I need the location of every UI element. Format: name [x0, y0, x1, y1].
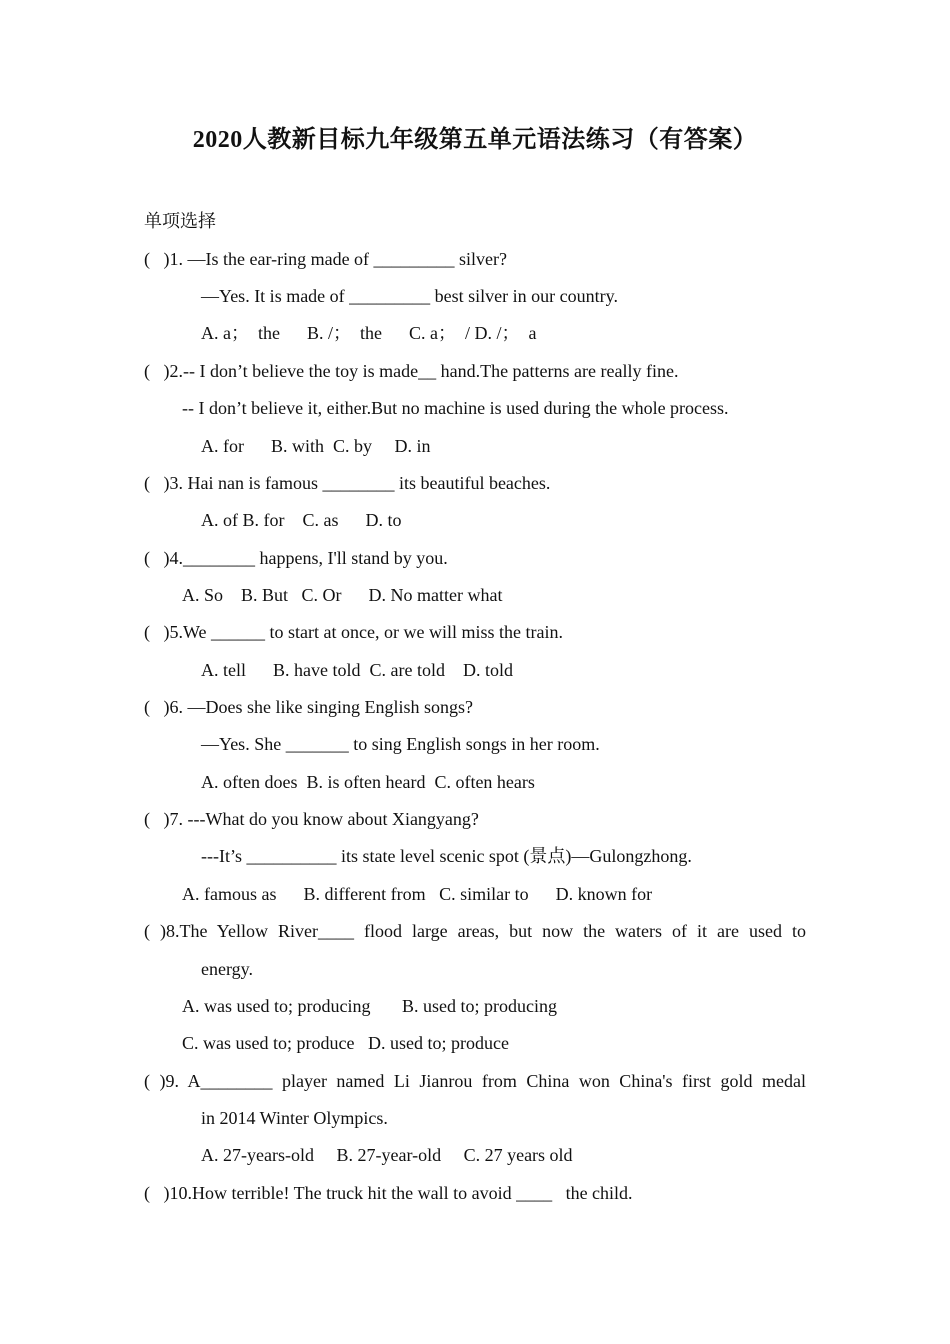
question-6-options: A. often does B. is often heard C. often hears — [201, 772, 535, 792]
question-9-options: A. 27-years-old B. 27-year-old C. 27 years old — [201, 1145, 573, 1165]
question-1-dialogue: —Yes. It is made of _________ best silver in our country. — [201, 286, 618, 306]
section-heading: 单项选择 — [144, 211, 216, 231]
question-5-options: A. tell B. have told C. are told D. told — [201, 660, 513, 680]
question-3-options: A. of B. for C. as D. to — [201, 510, 402, 530]
question-2-options: A. for B. with C. by D. in — [201, 436, 431, 456]
question-8: ( )8.The Yellow River____ flood large areas, but now the waters of it are used to — [144, 921, 806, 941]
question-7-dialogue: ---It’s __________ its state level scenic spot (景点)—Gulongzhong. — [201, 846, 692, 866]
question-8-options-row-2: C. was used to; produce D. used to; produce — [182, 1033, 509, 1053]
question-4-options: A. So B. But C. Or D. No matter what — [182, 585, 503, 605]
question-5: ( )5.We ______ to start at once, or we will miss the train. — [144, 622, 563, 642]
question-9: ( )9. A________ player named Li Jianrou from China won China's first gold medal — [144, 1071, 806, 1091]
question-6-dialogue: —Yes. She _______ to sing English songs in her room. — [201, 734, 600, 754]
question-8-options-row-1: A. was used to; producing B. used to; producing — [182, 996, 557, 1016]
question-4: ( )4.________ happens, I'll stand by you. — [144, 548, 448, 568]
question-8-continuation: energy. — [201, 959, 253, 979]
question-2-dialogue: -- I don’t believe it, either.But no machine is used during the whole process. — [182, 398, 729, 418]
question-1: ( )1. —Is the ear-ring made of _________ silver? — [144, 249, 508, 269]
question-7: ( )7. ---What do you know about Xiangyang? — [144, 809, 479, 829]
page-title: 2020人教新目标九年级第五单元语法练习（有答案） — [192, 127, 758, 153]
question-10: ( )10.How terrible! The truck hit the wall to avoid ____ the child. — [144, 1183, 633, 1203]
question-3: ( )3. Hai nan is famous ________ its beautiful beaches. — [144, 473, 551, 493]
question-9-continuation: in 2014 Winter Olympics. — [201, 1108, 388, 1128]
question-7-options: A. famous as B. different from C. similar to D. known for — [182, 884, 653, 904]
question-6: ( )6. —Does she like singing English songs? — [144, 697, 473, 717]
question-2: ( )2.-- I don’t believe the toy is made__ hand.The patterns are really fine. — [144, 361, 679, 381]
question-1-options: A. a； the B. /； the C. a； / D. /； a — [201, 323, 537, 343]
